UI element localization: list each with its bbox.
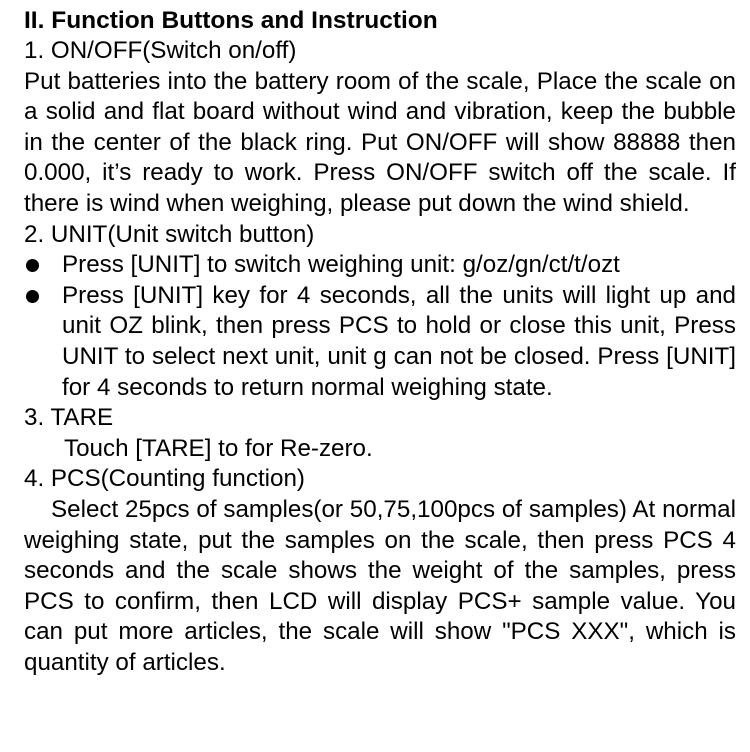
instruction-page <box>24 6 736 678</box>
unit-bullet-list <box>24 250 736 403</box>
section-text-tare: Touch [TARE] to for Re-zero. <box>64 434 373 462</box>
section-on-off <box>24 36 736 220</box>
list-item <box>24 250 736 281</box>
section-text-on-off: Put batteries into the battery room of the scale, Place the scale on a solid and flat board without wind and vibration, keep the bubble in the center of the black ring. Put ON/OFF will show 88888 then 0.000, it’s ready to work. Press ON/OFF switch off the scale. If there is wind when weighing, please put down the wind shield. <box>24 67 736 217</box>
page-title: II. Function Buttons and Instruction <box>24 7 438 34</box>
section-heading-pcs: 4. PCS(Counting function) <box>24 465 305 493</box>
section-text-pcs: Select 25pcs of samples(or 50,75,100pcs of samples) At normal weighing state, put the samples on the scale, then press PCS 4 seconds and the scale shows the weight of the samples, press PCS to confirm, then LCD will display PCS+ sample value. You can put more articles, the scale will show "PCS XXX", which is quantity of articles. <box>24 495 736 676</box>
bullet-text: Press [UNIT] to switch weighing unit: g/oz/gn/ct/t/ozt <box>62 251 620 279</box>
section-heading-unit: 2. UNIT(Unit switch button) <box>24 220 315 248</box>
section-pcs <box>24 464 736 678</box>
section-unit <box>24 220 736 404</box>
bullet-dot-icon <box>26 290 39 303</box>
section-heading-on-off: 1. ON/OFF(Switch on/off) <box>24 37 297 64</box>
list-item <box>24 281 736 403</box>
bullet-dot-icon <box>26 259 39 272</box>
section-heading-tare: 3. TARE <box>24 404 114 432</box>
section-tare <box>24 403 736 464</box>
bullet-text: Press [UNIT] key for 4 seconds, all the units will light up and unit OZ blink, then press PCS to hold or close this unit, Press UNIT to select next unit, unit g can not be closed. Press [UNIT] for 4 seconds to return normal weighing state. <box>62 281 736 401</box>
